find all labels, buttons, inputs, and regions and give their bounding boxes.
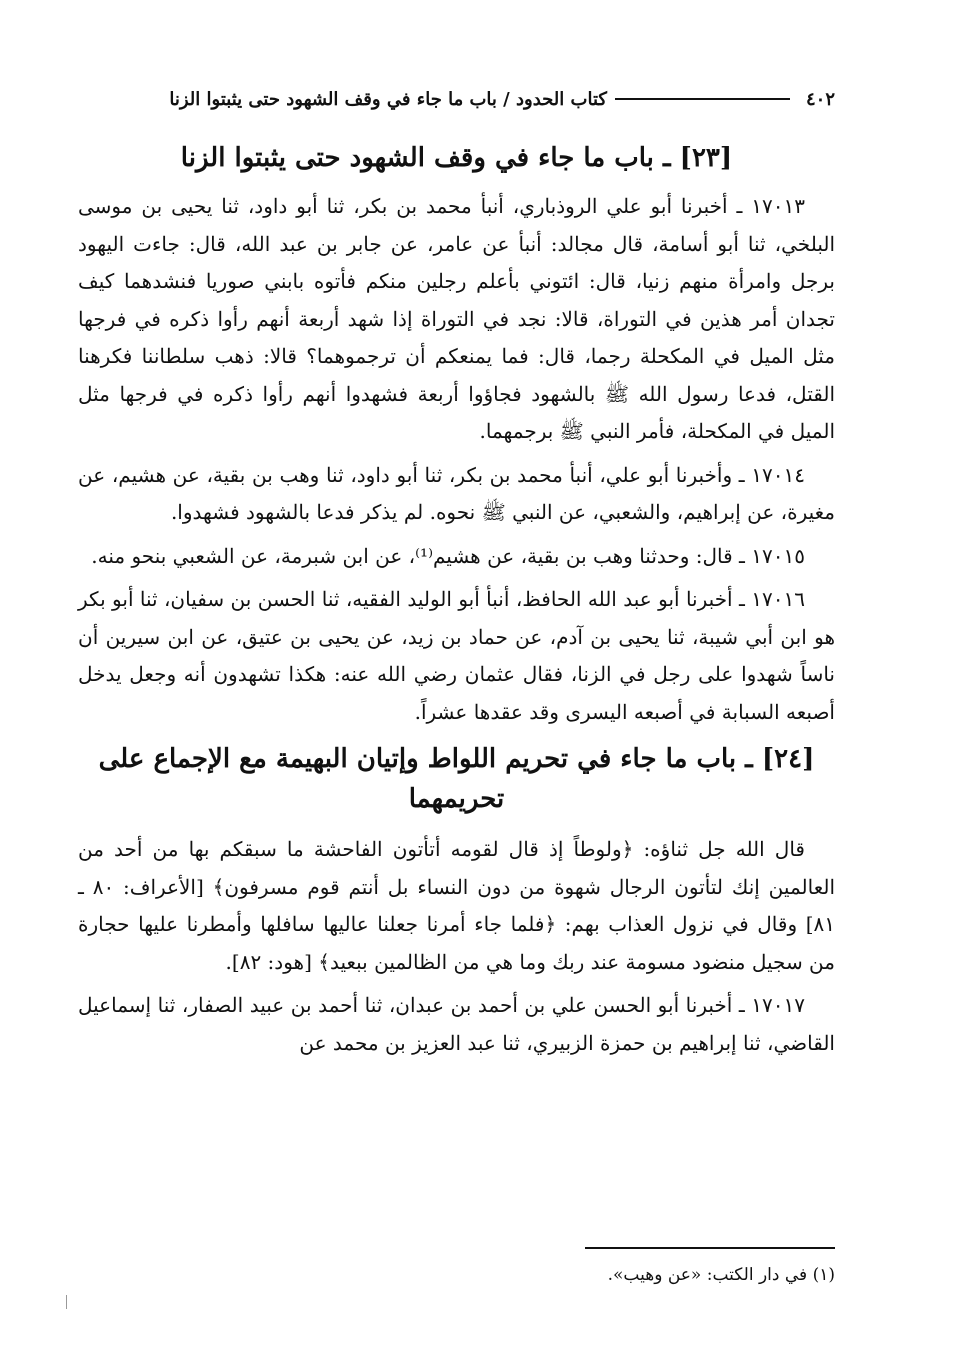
running-header: [78, 84, 835, 114]
hadith-17016: ١٧٠١٦ ـ أخبرنا أبو عبد الله الحافظ، أنبأ أبو الوليد الفقيه، ثنا الحسن بن سفيان، ثنا أبو بكر هو ابن أبي شيبة، ثنا يحيى بن آدم، عن حماد بن زيد، عن يحيى بن عتيق، عن ابن سيرين أن ناساً شهدوا على رجل في الزنا، فقال عثمان رضي الله عنه: هكذا تشهدون أنه وجعل يدخل أصبعه السبابة في أصبعه اليسرى وقد عقدها عشراً.: [78, 587, 835, 724]
page-number: ٤٠٢: [805, 88, 835, 110]
chapter-23-title: [٢٣] ـ باب ما جاء في وقف الشهود حتى يثبتوا الزنا: [180, 143, 733, 173]
hadith-17014: ١٧٠١٤ ـ وأخبرنا أبو علي، أنبأ محمد بن بكر، ثنا أبو داود، ثنا وهب بن بقية، عن هشيم، عن مغيرة، عن إبراهيم، والشعبي، عن النبي ﷺ نحوه. لم يذكر فدعا بالشهود فشهدوا.: [78, 462, 835, 524]
margin-mark: [66, 1295, 67, 1309]
hadith-17017: ١٧٠١٧ ـ أخبرنا أبو الحسن علي بن أحمد بن عبدان، ثنا أحمد بن عبيد الصفار، ثنا إسماعيل القاضي، ثنا إبراهيم بن حمزة الزبيري، ثنا عبد العزيز بن محمد عن: [78, 993, 835, 1055]
hadith-17013: ١٧٠١٣ ـ أخبرنا أبو علي الروذباري، أنبأ محمد بن بكر، ثنا أبو داود، ثنا يحيى بن موسى البلخي، ثنا أبو أسامة، قال مجالد: أنبأ عن عامر، عن جابر بن عبد الله، قال: جاءت اليهود برجل وامرأة منهم زنيا، قال: ائتوني بأعلم رجلين منكم فأتوه بابني صوريا فنشدهما كيف تجدان أمر هذين في التوراة، قالا: نجد في التوراة إذا شهد أربعة أنهم رأوا ذكره في فرجها مثل الميل في المكحلة رجما، قال: فما يمنعكم أن ترجموهما؟ قالا: ذهب سلطاننا فكرهنا القتل، فدعا رسول الله ﷺ بالشهود فجاؤوا أربعة فشهدوا أنهم رأوا ذكره في فرجها مثل الميل في المكحلة، فأمر النبي ﷺ برجمهما.: [78, 194, 835, 443]
hadith-17015: ١٧٠١٥ ـ قال: وحدثنا وهب بن بقية، عن هشيم⁽¹⁾، عن ابن شبرمة، عن الشعبي بنحو منه.: [91, 543, 805, 568]
footnote-rule: [585, 1247, 835, 1249]
header-rule: [615, 98, 790, 100]
chapter-24-title: [٢٤] ـ باب ما جاء في تحريم اللواط وإتيان البهيمة مع الإجماع على تحريمهما: [98, 744, 815, 814]
page-content: [78, 138, 835, 1068]
footnote: (١) في دار الكتب: «عن وهيب».: [607, 1265, 835, 1285]
running-header-title: كتاب الحدود / باب ما جاء في وقف الشهود حتى يثبتوا الزنا: [169, 88, 607, 110]
chapter-24-intro: قال الله جل ثناؤه: ﴿ولوطاً إذ قال لقومه أتأتون الفاحشة ما سبقكم بها من أحد من العالمين إنك لتأتون الرجال شهوة من دون النساء بل أنتم قوم مسرفون﴾ [الأعراف: ٨٠ ـ ٨١] وقال في نزول العذاب بهم: ﴿فلما جاء أمرنا جعلنا عاليها سافلها وأمطرنا عليها حجارة من سجيل منضود مسومة عند ربك وما هي من الظالمين ببعيد﴾ [هود: ٨٢].: [78, 837, 835, 974]
